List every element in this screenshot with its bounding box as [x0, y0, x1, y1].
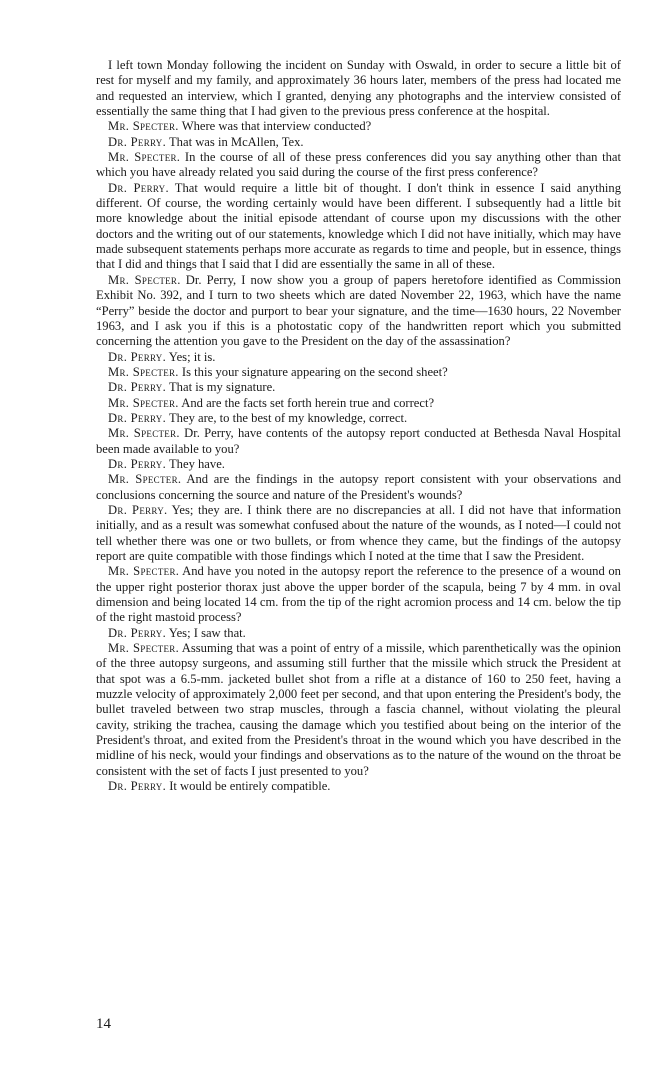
speaker-label: Dr. Perry. [108, 625, 167, 640]
paragraph [96, 564, 621, 625]
paragraph [96, 626, 621, 641]
page-number: 14 [96, 1016, 111, 1032]
paragraph-text: That was in McAllen, Tex. [168, 134, 304, 149]
paragraph-text: That is my signature. [168, 380, 276, 395]
speaker-label: Dr. Perry. [108, 180, 169, 195]
paragraph-text: In the course of all of these press conferences did you say anything other than that which you have already related you said during the course of the first press conference? [96, 150, 621, 180]
paragraph-text: Dr. Perry, have contents of the autopsy report conducted at Bethesda Naval Hospital been made available to you? [96, 426, 621, 456]
testimony-text [96, 58, 621, 795]
speaker-label: Mr. Specter. [108, 472, 182, 487]
paragraph-text: Is this your signature appearing on the second sheet? [181, 364, 448, 379]
paragraph-text: And are the facts set forth herein true and correct? [181, 395, 435, 410]
paragraph [96, 380, 621, 395]
paragraph [96, 411, 621, 426]
paragraph [96, 58, 621, 119]
paragraph-text: It would be entirely compatible. [169, 779, 331, 794]
paragraph-text: They have. [168, 456, 225, 471]
paragraph [96, 119, 621, 134]
paragraph [96, 273, 621, 350]
paragraph [96, 150, 621, 181]
paragraph [96, 503, 621, 564]
paragraph [96, 426, 621, 457]
speaker-label: Mr. Specter. [108, 364, 179, 379]
speaker-label: Dr. Perry. [108, 410, 167, 425]
paragraph [96, 365, 621, 380]
paragraph-text: And have you noted in the autopsy report the reference to the presence of a wound on the upper right posterior thorax just above the upper border of the scapula, being 7 by 4 mm. in oval dimension and being located 14 cm. from the tip of the right acromion process and 14 cm. below the tip of the right mastoid process? [96, 564, 621, 625]
paragraph [96, 641, 621, 779]
speaker-label: Dr. Perry. [108, 380, 167, 395]
speaker-label: Mr. Specter. [108, 150, 181, 165]
paragraph-text: And are the findings in the autopsy report consistent with your observations and conclusions concerning the source and nature of the President's wounds? [96, 472, 621, 502]
paragraph [96, 396, 621, 411]
speaker-label: Dr. Perry. [108, 502, 168, 517]
speaker-label: Dr. Perry. [108, 349, 167, 364]
paragraph [96, 181, 621, 273]
speaker-label: Mr. Specter. [108, 119, 179, 134]
speaker-label: Mr. Specter. [108, 564, 180, 579]
paragraph-text: That would require a little bit of thought. I don't think in essence I said anything different. Of course, the wording certainly would have been different. I subsequently had a little bit more knowledge about the initial episode attendant of course upon my discussions with the other doctors and the writing out of our statements, knowledge which I did not have initially, which may have made subsequent statements perhaps more accurate as regards to time and people, but in essence, things that I did and things that I said that I did are essentially the same in all of these. [96, 180, 622, 272]
paragraph-text: Dr. Perry, I now show you a group of papers heretofore identified as Commission Exhibit No. 392, and I turn to two sheets which are dated November 22, 1963, which have the name “Perry” beside the doctor and purport to bear your signature, and the time—1630 hours, 22 November 1963, and I ask you if this is a photostatic copy of the handwritten report which you submitted concerning the attention you gave to the President on the day of the assassination? [96, 272, 621, 349]
paragraph [96, 457, 621, 472]
speaker-label: Mr. Specter. [108, 272, 181, 287]
speaker-label: Mr. Specter. [108, 426, 180, 441]
speaker-label: Mr. Specter. [108, 641, 180, 656]
paragraph-text: They are, to the best of my knowledge, correct. [168, 410, 408, 425]
paragraph [96, 135, 621, 150]
paragraph-text: Yes; they are. I think there are no discrepancies at all. I did not have that information initially, and as a result was somewhat confused about the nature of the wounds, as I noted—I could not tell whether there was one or two bullets, or from whence they came, but the findings of the autopsy report are quite compatible with those findings which I noted at the time that I saw the President. [96, 502, 621, 563]
paragraph [96, 472, 621, 503]
paragraph-text: Where was that interview conducted? [181, 119, 372, 134]
speaker-label: Dr. Perry. [108, 779, 167, 794]
speaker-label: Mr. Specter. [108, 395, 179, 410]
speaker-label: Dr. Perry. [108, 134, 167, 149]
paragraph-text: Yes; I saw that. [168, 625, 246, 640]
paragraph [96, 350, 621, 365]
paragraph-text: Assuming that was a point of entry of a missile, which parenthetically was the opinion of the three autopsy surgeons, and assuming still further that the missile which struck the President at that spot was a 6.5-mm. jacketed bullet shot from a rifle at a distance of 160 to 250 feet, having a muzzle velocity of approximately 2,000 feet per second, and that upon entering the President's body, the bullet traveled between two strap muscles, through a fascia channel, without violating the pleural cavity, striking the trachea, causing the damage which you testified about being on the interior of the President's throat, and exited from the President's throat in the wound which you have described in the midline of his neck, would your findings and observations as to the nature of the wound on the throat be consistent with the set of facts I just presented to you? [96, 641, 621, 778]
paragraph-text: Yes; it is. [168, 349, 216, 364]
paragraph [96, 779, 621, 794]
paragraph-text: I left town Monday following the incident on Sunday with Oswald, in order to secure a little bit of rest for myself and my family, and approximately 36 hours later, members of the press had located me and requested an interview, which I granted, denying any photographs and the interview consisted of essentially the same thing that I had given to the previous press conference at the hospital. [96, 58, 621, 119]
speaker-label: Dr. Perry. [108, 456, 167, 471]
